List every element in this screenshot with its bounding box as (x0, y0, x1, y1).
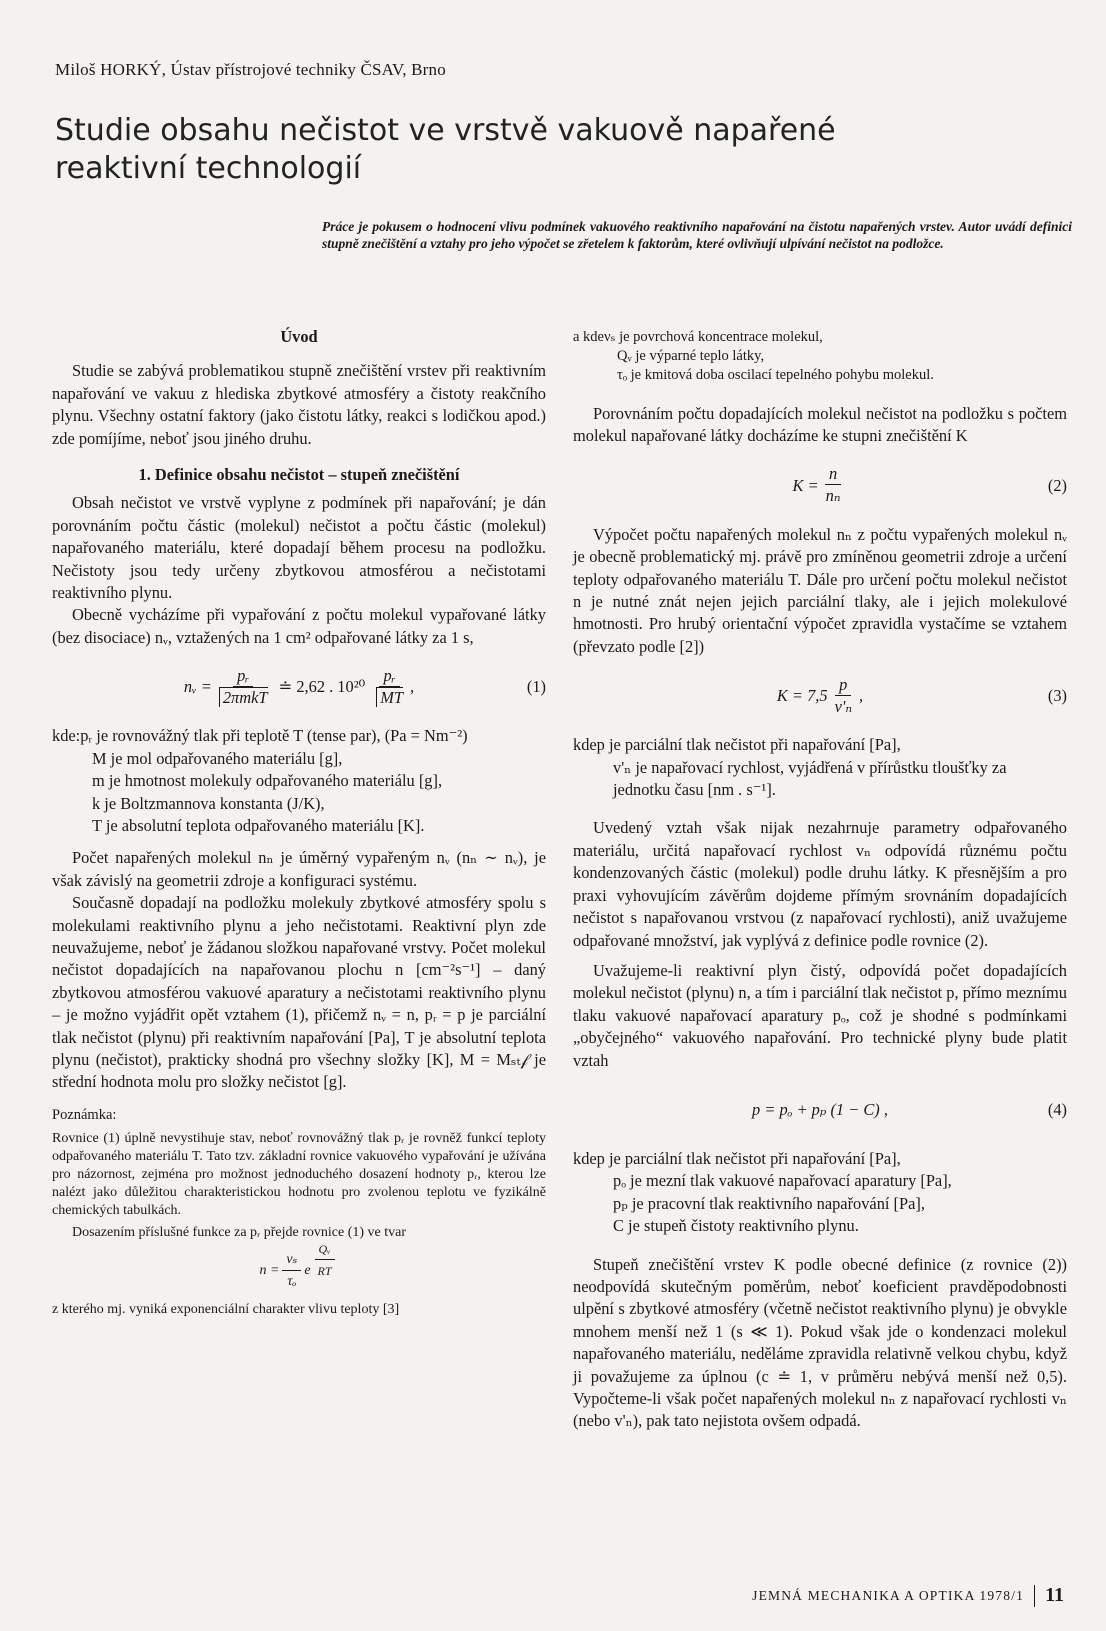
page-footer (752, 1584, 1064, 1607)
note-block (52, 1106, 546, 1319)
paragraph: Uvedený vztah však nijak nezahrnuje parametry odpařovaného materiálu, určitá napařovací rychlost vₙ odpovídá různému počtu kondenzovaných částic (molekul) podle druhu látky. K přesnějším a pro praxi vyhovujícím závěrům dojdeme přímým srovnáním dopadajících nečistot s napařovanou vrstvou (z napařovací rychlosti), aniž uvažujeme odpařované množství, jak vyplývá z definice podle rovnice (2). (573, 818, 1067, 950)
list-item: τₒ je kmitová doba oscilací tepelného pohybu molekul. (617, 367, 934, 383)
list-item: m je hmotnost molekuly odpařovaného materiálu [g], (92, 771, 443, 791)
eqn-e: e (304, 1263, 311, 1279)
list-item: pₒ je mezní tlak vakuové napařovací aparatury [Pa], (613, 1171, 952, 1191)
section-heading-1: 1. Definice obsahu nečistot – stupeň znečištění (138, 465, 460, 485)
equation-3 (573, 674, 1067, 718)
eq4-body: p = pₒ + pₚ (1 − C) , (752, 1099, 888, 1119)
list-item: Qᵥ je výparné teplo látky, (617, 348, 765, 364)
where-list-3 (573, 734, 1067, 801)
note-label: Poznámka: (52, 1106, 117, 1123)
eq3-number: (3) (1047, 686, 1067, 706)
eq1-mid: ≐ 2,62 . 10²⁰ (278, 677, 366, 697)
title-line-1: Studie obsahu nečistot ve vrstvě vakuově napařené (55, 113, 836, 148)
paragraph: Uvažujeme-li reaktivní plyn čistý, odpovídá počet dopadajících molekul nečistot (plynu) n, a tím i parciální tlak nečistot p, přímo meznímu tlaku vakuové napařovací aparatury pₒ, což je shodné s podmínkami „obyčejného“ vakuového napařování. Pro technické plyny bude platit vztah (573, 960, 1067, 1070)
list-item: C je stupeň čistoty reaktivního plynu. (613, 1216, 859, 1236)
eq2-lhs: K = (792, 475, 819, 495)
list-item: pₚ je pracovní tlak reaktivního napařování [Pa], (613, 1193, 925, 1213)
eqn-exp-den: RT (317, 1263, 332, 1278)
eq2-num: n (825, 464, 841, 485)
where-list-4 (573, 1148, 1067, 1238)
paragraph: Porovnáním počtu dopadajících molekul nečistot na podložku s počtem molekul napařované látky docházíme ke stupni znečištění K (573, 404, 1067, 446)
note-paragraph: z kterého mj. vyniká exponenciální charakter vlivu teploty [3] (52, 1301, 400, 1317)
list-item: T je absolutní teplota odpařovaného materiálu [K]. (92, 815, 425, 835)
right-column (573, 326, 1067, 1433)
section-heading-uvod: Úvod (280, 327, 318, 346)
paragraph-uvod: Studie se zabývá problematikou stupně znečištění vrstev při reaktivním napařování ve vakuu z hlediska zbytkové atmosféry a čistoty reakčního plynu. Všechny ostatní faktory (jako čistotu látky, reakci s lodičkou apod.) zde pomíjíme, neboť jsou jiného druhu. (52, 361, 546, 448)
eq1-number: (1) (526, 677, 546, 697)
list-item: kde: pᵣ je rovnovážný tlak při teplotě T (tense par), (Pa = Nm⁻²) (52, 726, 468, 746)
eq1-lhs: nᵥ = (183, 677, 212, 697)
paragraph: Počet napařených molekul nₙ je úměrný vypařeným nᵥ (nₙ ∼ nᵥ), je však závislý na geometrii zdroje a konfiguraci systému. (52, 848, 546, 890)
list-item: k je Boltzmannova konstanta (J/K), (92, 793, 325, 813)
eq1-fraction-1 (215, 666, 272, 709)
eq2-number: (2) (1047, 475, 1067, 495)
list-item: M je mol odpařovaného materiálu [g], (92, 748, 343, 768)
title-line-2: reaktivní technologií (55, 151, 362, 186)
eq1-den1: 2πmkT (219, 687, 268, 707)
note-paragraph: Rovnice (1) úplně nevystihuje stav, neboť rovnovážný tlak pᵣ je rovněž funkcí teploty odpařovaného materiálu T. Tato tzv. základní rovnice vakuového vypařování je užívána pro názornost, zejména pro možnost jednoduchého dosazení hodnoty pᵣ, kterou lze nalézt jako důležitou charakteristickou hodnotu pro zvolenou teplotu ve fyzikálně chemických tabulkách. (52, 1130, 546, 1218)
paragraph: Obsah nečistot ve vrstvě vyplyne z podmínek při napařování; je dán porovnáním počtu částic (molekul) nečistot a počtu částic (molekul) napařovaného materiálu, které dopadají během procesu na podložku. Nečistoty jsou tedy určeny zbytkovou atmosférou a nečistotami reaktivního plynu. (52, 493, 546, 603)
eq3-lhs: K = 7,5 (776, 686, 828, 706)
paragraph: Výpočet počtu napařených molekul nₙ z počtu vypařených molekul nᵥ je obecně problematický mj. právě pro zmíněnou geometrii zdroje a určení teploty odpařovaného materiálu T. Dále pro určení počtu molekul nečistot n je nutné znát nejen jejich parciální tlaky, ale i jejich molekulové hmotnosti. Pro hrubý orientační výpočet zpravidla vystačíme se vztahem (převzato podle [2]) (573, 524, 1067, 656)
eqn-den: τₒ (287, 1273, 297, 1289)
paragraph: Obecně vycházíme při vypařování z počtu molekul vypařované látky (bez disociace) nᵥ, vztažených na 1 cm² odpařované látky za 1 s, (52, 605, 546, 647)
paragraph: Současně dopadají na podložku molekuly zbytkové atmosféry spolu s molekulami reaktivního plynu a jeho nečistotami. Reaktivní plyn zde neuvažujeme, neboť je žádanou složkou napařované vrstvy. Počet molekul nečistot dopadajících na napařovanou plochu n [cm⁻²s⁻¹] – daný zbytkovou atmosférou vakuové aparatury a nečistotami reaktivního plynu – je možno vyjádřit opět vztahem (1), přičemž nᵥ = n, pᵣ = p je parciální tlak nečistot (plynu) při reaktivním napařování [Pa], T je absolutní teplota plynu (nečistot), prakticky shodná pro všechny složky [K], M = Mₛₜ𝒻 je střední hodnota molu pro složky nečistot [g]. (52, 893, 546, 1092)
list-item: kde p je parciální tlak nečistot při napařování [Pa], (573, 735, 901, 755)
equation-note (52, 1241, 546, 1293)
author-line: Miloš HORKÝ, Ústav přístrojové techniky ČSAV, Brno (55, 60, 446, 79)
journal-name: JEMNÁ MECHANIKA A OPTIKA 1978/1 (752, 1587, 1025, 1603)
where-list-1 (52, 725, 546, 837)
eq3-den: v'ₙ (834, 696, 852, 716)
eqn-lhs: n = (259, 1263, 280, 1279)
equation-2 (573, 464, 1067, 508)
article-title (55, 112, 1035, 188)
list-item: v'ₙ je napařovací rychlost, vyjádřená v přírůstku tloušťky za jednotku času [nm . s⁻¹]. (613, 757, 1007, 800)
eqn-exp-num: Qᵥ (315, 1239, 335, 1260)
eq1-den2: MT (376, 687, 403, 707)
eq2-fraction (822, 464, 845, 507)
equation-4 (573, 1088, 1067, 1132)
eq3-tail: , (859, 686, 864, 706)
equation-1 (52, 665, 546, 709)
eq3-fraction (831, 675, 856, 718)
paragraph: Stupeň znečištění vrstev K podle obecné definice (z rovnice (2)) neodpovídá skutečným poměrům, neboť koeficient pravděpodobnosti ulpění s zbytkové atmosféry (včetně nečistot reaktivního plynu) je obvykle mnohem menší než 1 (s ≪ 1). Pokud však jde o kondenzaci molekul napařovaného materiálu, neděláme zpravidla relativně velkou chybu, když ji považujeme za úplnou (c ≐ 1, v průměru nebývá menší než 0,5). Vypočteme-li však počet napařených molekul nₙ z napařovací rychlosti vₙ (nebo v'ₙ), pak tato nejistota ovšem odpadá. (573, 1254, 1067, 1431)
eq1-fraction-2 (372, 666, 407, 709)
eqn-exponent (314, 1239, 336, 1282)
list-item: kde p je parciální tlak nečistot při napařování [Pa], (573, 1148, 901, 1168)
left-column (52, 326, 546, 1323)
footer-divider (1034, 1585, 1035, 1607)
page-number: 11 (1045, 1584, 1064, 1606)
note-paragraph: Dosazením příslušné funkce za pᵣ přejde rovnice (1) ve tvar (72, 1224, 407, 1240)
abstract: Práce je pokusem o hodnocení vlivu podmínek vakuového reaktivního napařování na čistotu napařených vrstev. Autor uvádí definici stupně znečištění a vztahy pro jeho výpočet se zřetelem k faktorům, které ovlivňují ulpívání nečistot na podložce. (322, 219, 1072, 251)
eqn-fraction (282, 1250, 301, 1293)
where-list-0 (573, 328, 1067, 385)
list-item: a kde νₛ je povrchová koncentrace molekul, (573, 329, 823, 345)
eq1-tail: , (409, 677, 415, 697)
eq1-num2: pᵣ (379, 666, 399, 687)
eq1-num1: pᵣ (233, 666, 253, 687)
eqn-num: νₛ (282, 1250, 301, 1271)
eq4-number: (4) (1047, 1099, 1067, 1119)
eq3-num: p (835, 675, 851, 696)
eq2-den: nₙ (825, 486, 841, 506)
